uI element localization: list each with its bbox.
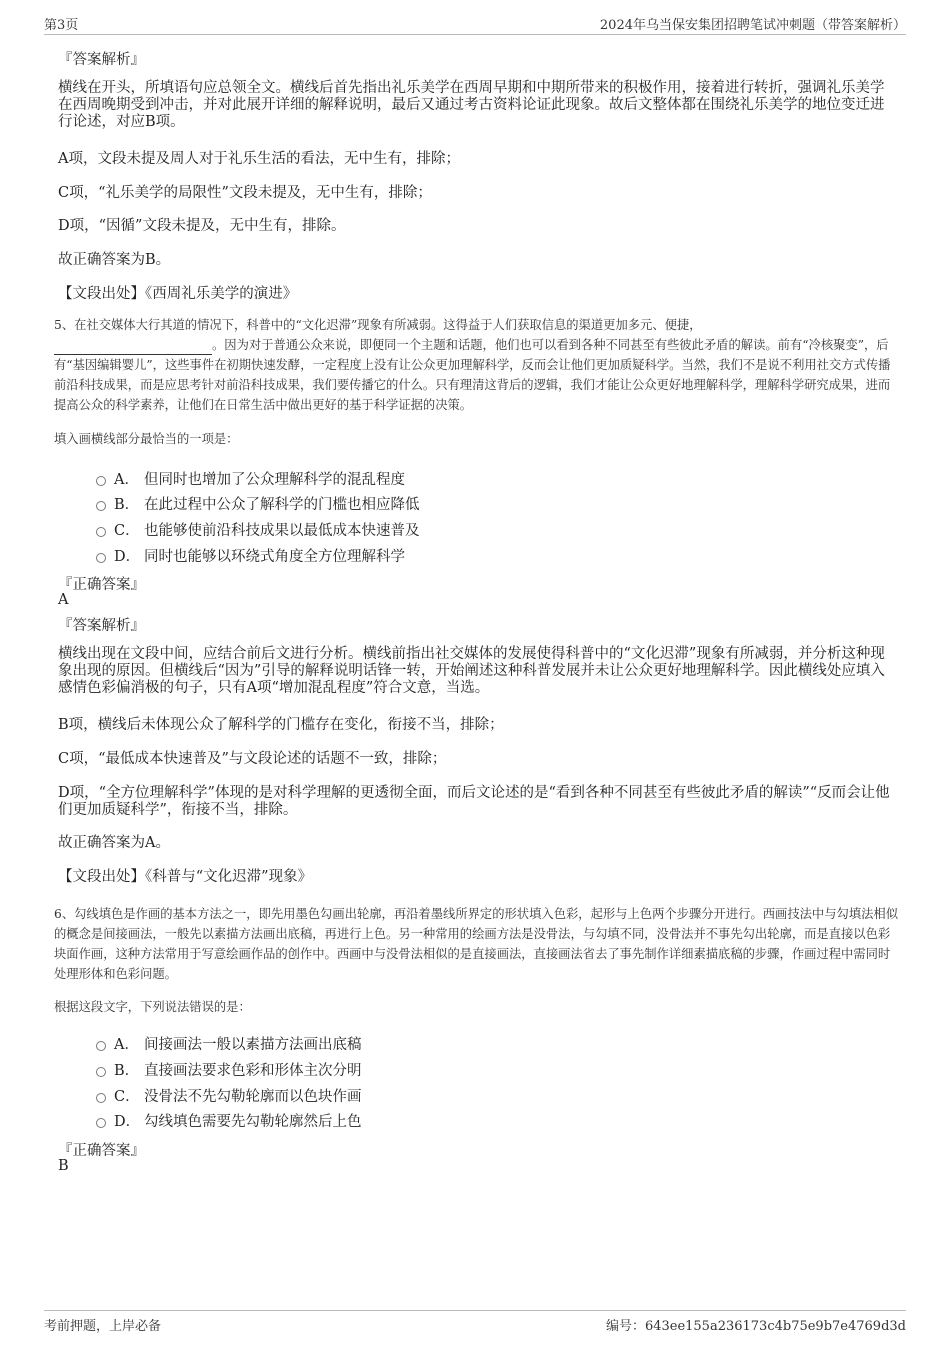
radio-icon[interactable] <box>96 1041 106 1051</box>
answer-conclusion: 故正确答案为A。 <box>58 835 170 851</box>
option-a[interactable]: A． 间接画法一般以素描方法画出底稿 <box>96 1033 362 1054</box>
page-number: 第3页 <box>44 18 79 33</box>
option-c[interactable]: C． 也能够使前沿科技成果以最低成本快速普及 <box>96 519 420 540</box>
radio-icon[interactable] <box>96 501 106 511</box>
analysis-paragraph: C项，“最低成本快速普及”与文段论述的话题不一致，排除； <box>58 751 447 767</box>
analysis-paragraph: D项，“因循”文段未提及，无中生有，排除。 <box>58 218 346 234</box>
question-stem: 5、在社交媒体大行其道的情况下，科普中的“文化迟滞”现象有所减弱。这得益于人们获取信息的渠道更加多元、便捷， 。因为对于普通公众来说，即便同一个主题和话题，他们也可以看到各种不同甚至有些彼此矛盾的解读。前有“冷核聚变”，后有“基因编辑婴儿”，这些事件在初期快速发酵，一定程度上没有让公众更加理解科学，反而会让他们更加质疑科学。当然，我们不是说不利用社交方式传播前沿科技成果，而是应思考针对前沿科技成果，我们要传播它的什么。只有理清这背后的逻辑，我们才能让公众更好地理解科学，理解科学研究成果，进而提高公众的科学素养，让他们在日常生活中做出更好的基于科学证据的决策。 <box>54 318 891 412</box>
option-c[interactable]: C． 没骨法不先勾勒轮廓而以色块作画 <box>96 1085 362 1106</box>
answer-conclusion: 故正确答案为B。 <box>58 252 171 268</box>
correct-answer: B <box>58 1158 69 1174</box>
source-citation: 【文段出处】《西周礼乐美学的演进》 <box>58 286 298 302</box>
page-header <box>44 14 906 35</box>
analysis-paragraph: B项，横线后未体现公众了解科学的门槛存在变化，衔接不当，排除； <box>58 717 504 733</box>
option-d[interactable]: D． 勾线填色需要先勾勒轮廓然后上色 <box>96 1110 362 1131</box>
option-d[interactable]: D． 同时也能够以环绕式角度全方位理解科学 <box>96 545 405 566</box>
document-code: 编号：643ee155a236173c4b75e9b7e4769d3d <box>605 1319 906 1334</box>
option-b[interactable]: B． 在此过程中公众了解科学的门槛也相应降低 <box>96 493 420 514</box>
analysis-paragraph: C项，“礼乐美学的局限性”文段未提及，无中生有，排除； <box>58 185 432 201</box>
page-footer <box>44 1310 906 1335</box>
question-stem: 6、勾线填色是作画的基本方法之一，即先用墨色勾画出轮廓，再沿着墨线所界定的形状填入色彩，起形与上色两个步骤分开进行。西画技法中与勾填法相似的概念是间接画法，一般先以素描方法画出底稿，再进行上色。另一种常用的绘画方法是没骨法，与勾填不同，没骨法并不事先勾出轮廓，而是直接以色彩块面作画，这种方法常用于写意绘画作品的创作中。西画中与没骨法相似的是直接画法，直接画法省去了事先制作详细素描底稿的步骤，作画过程中需同时处理形体和色彩问题。 <box>54 907 899 981</box>
analysis-paragraph: A项，文段未提及周人对于礼乐生活的看法，无中生有，排除； <box>58 151 460 167</box>
source-citation: 【文段出处】《科普与“文化迟滞”现象》 <box>58 869 313 885</box>
analysis-paragraph: D项，“全方位理解科学”体现的是对科学理解的更透彻全面，而后文论述的是“看到各种不同甚至有些彼此矛盾的解读”“反而会让他们更加质疑科学”，衔接不当，排除。 <box>58 785 890 818</box>
radio-icon[interactable] <box>96 476 106 486</box>
radio-icon[interactable] <box>96 1118 106 1128</box>
analysis-paragraph: 横线出现在文段中间，应结合前后文进行分析。横线前指出社交媒体的发展使得科普中的“文化迟滞”现象有所减弱，并分析这种现象出现的原因。但横线后“因为”引导的解释说明话锋一转，开始阐述这种科普发展并未让公众更好地理解科学。因此横线处应填入感情色彩偏消极的句子，只有A项“增加混乱程度”符合文意，当选。 <box>58 646 885 696</box>
correct-answer-label: 『正确答案』 <box>58 1143 145 1159</box>
correct-answer: A <box>58 592 69 608</box>
radio-icon[interactable] <box>96 527 106 537</box>
question-prompt: 根据这段文字，下列说法错误的是： <box>54 1000 251 1014</box>
radio-icon[interactable] <box>96 1067 106 1077</box>
correct-answer-label: 『正确答案』 <box>58 577 145 593</box>
footer-slogan: 考前押题，上岸必备 <box>44 1319 162 1334</box>
fill-blank <box>54 342 212 355</box>
radio-icon[interactable] <box>96 1093 106 1103</box>
option-a[interactable]: A． 但同时也增加了公众理解科学的混乱程度 <box>96 468 405 489</box>
analysis-label: 『答案解析』 <box>58 618 145 634</box>
analysis-paragraph: 横线在开头，所填语句应总领全文。横线后首先指出礼乐美学在西周早期和中期所带来的积极作用，接着进行转折，强调礼乐美学在西周晚期受到冲击，并对此展开详细的解释说明，最后又通过考古资料论证此现象。故后文整体都在围绕礼乐美学的地位变迁进行论述，对应B项。 <box>58 80 885 130</box>
document-title: 2024年乌当保安集团招聘笔试冲刺题（带答案解析） <box>599 18 906 33</box>
question-prompt: 填入画横线部分最恰当的一项是： <box>54 432 239 446</box>
analysis-label: 『答案解析』 <box>58 52 145 68</box>
radio-icon[interactable] <box>96 553 106 563</box>
option-b[interactable]: B． 直接画法要求色彩和形体主次分明 <box>96 1059 362 1080</box>
